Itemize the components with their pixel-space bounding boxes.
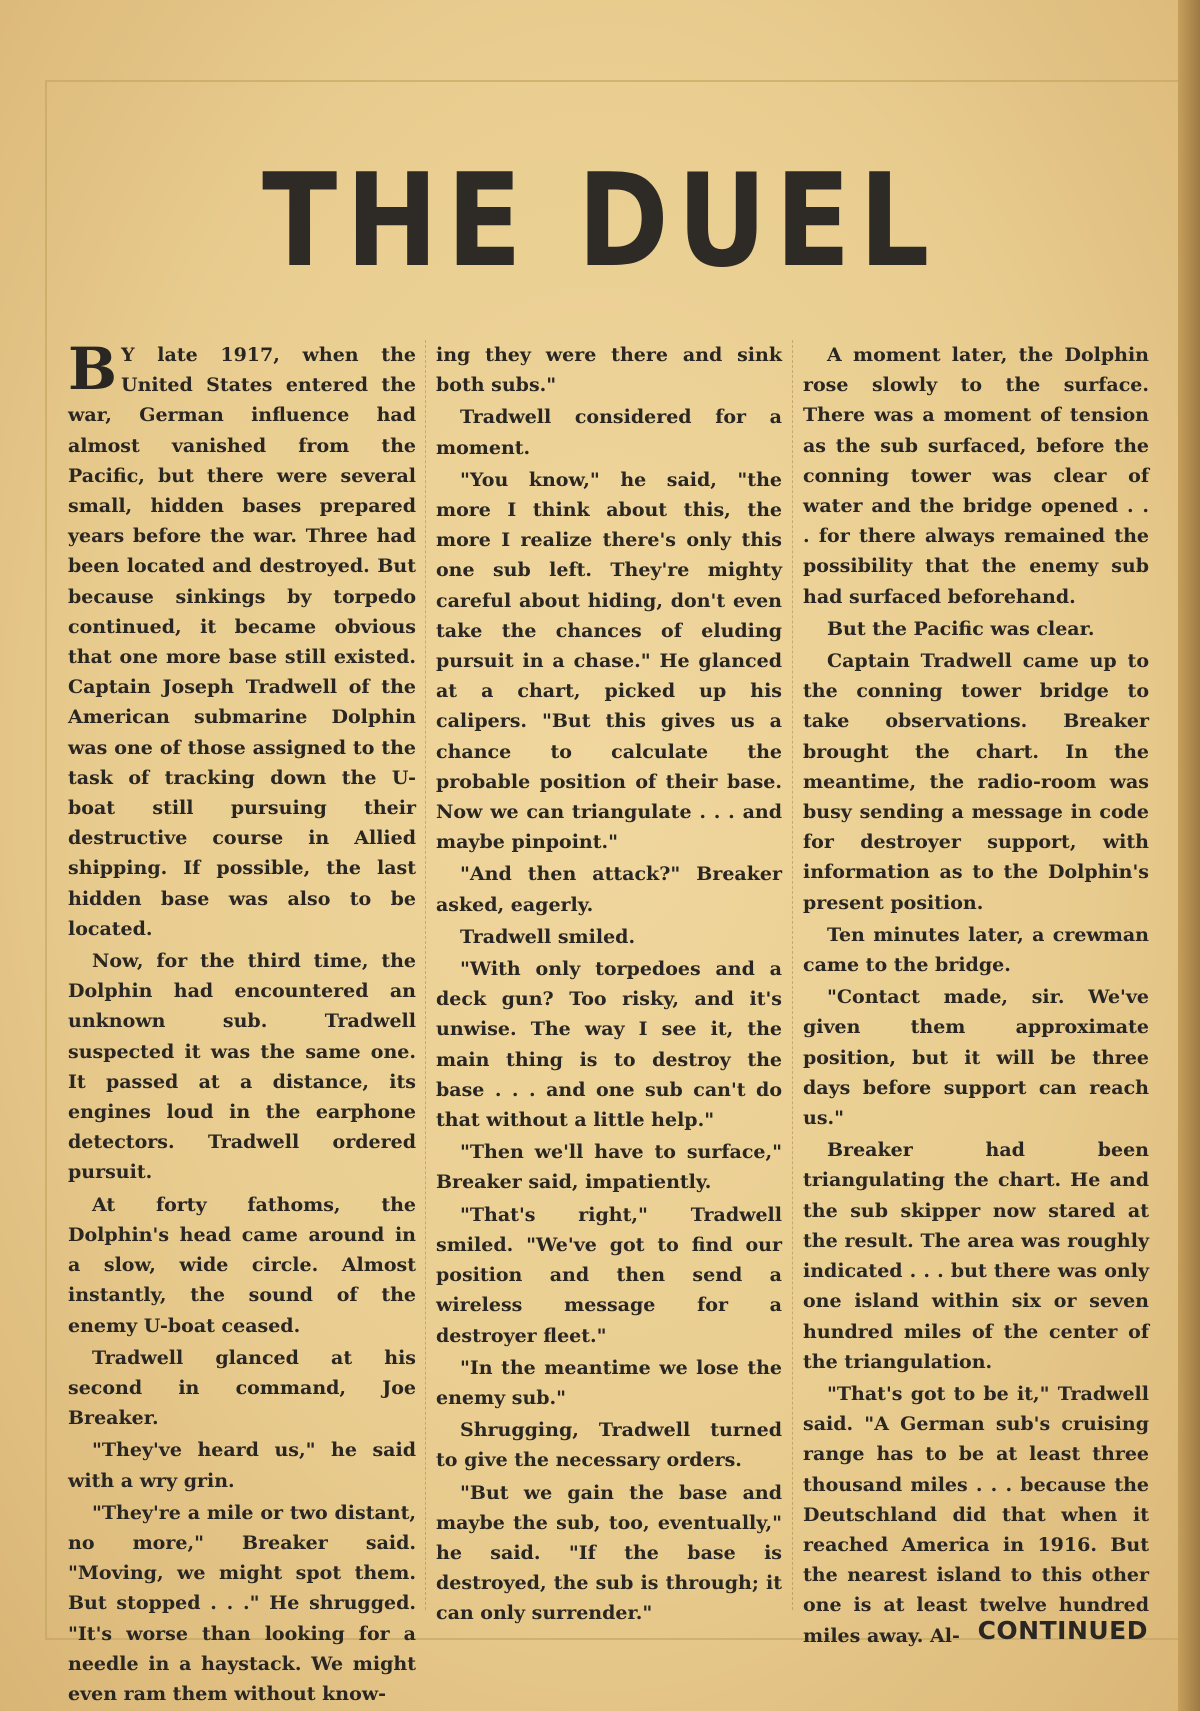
paragraph: Tradwell smiled.	[460, 925, 636, 948]
paragraph: Tradwell glanced at his second in command, Joe Breaker.	[68, 1346, 416, 1430]
text-column-2	[436, 340, 782, 1629]
paragraph	[68, 335, 416, 944]
paragraph: "You know," he said, "the more I think about this, the more I realize there's only this one sub left. They're mighty careful about hiding, don't even take the chances of eluding pursuit in a chase." He glanced at a chart, picked up his calipers. "But this gives us a chance to calculate the probable position of their base. Now we can triangulate . . . and maybe pinpoint."	[436, 468, 782, 854]
paragraph: "Contact made, sir. We've given them approximate position, but it will be three days before support can reach us."	[803, 986, 1149, 1130]
paragraph: But the Pacific was clear.	[827, 617, 1095, 640]
paragraph: ing they were there and sink both subs."	[436, 344, 782, 397]
paragraph: "And then attack?" Breaker asked, eagerly.	[436, 863, 782, 916]
paragraph: "That's got to be it," Tradwell said. "A German sub's cruising range has to be at least three thousand miles . . . because the Deutschland did that when it reached America in 1916. But the nearest island to this other one is at least twelve hundred miles away. Al-	[803, 1382, 1149, 1647]
paragraph: Captain Tradwell came up to the conning tower bridge to take observations. Breaker brought the chart. In the meantime, the radio-room was busy sending a message in code for destroyer support, with information as to the Dolphin's present position.	[803, 650, 1149, 914]
paragraph: At forty fathoms, the Dolphin's head came around in a slow, wide circle. Almost instantly, the sound of the enemy U-boat ceased.	[68, 1193, 416, 1337]
drop-cap: B	[68, 335, 118, 403]
column-divider	[792, 340, 794, 1610]
paragraph: Now, for the third time, the Dolphin had encountered an unknown sub. Tradwell suspected it was the same one. It passed at a distance, its engines loud in the earphone detectors. Tradwell ordered pursuit.	[68, 950, 416, 1184]
paragraph: Breaker had been triangulating the chart. He and the sub skipper now stared at the result. The area was roughly indicated . . . but there was only one island within six or seven hundred miles of the center of the triangulation.	[803, 1139, 1149, 1373]
text-column-3	[803, 340, 1149, 1651]
paragraph-text: Y late 1917, when the United States entered the war, German influence had almost vanished from the Pacific, but there were several small, hidden bases prepared years before the war. Three had been located and destroyed. But because sinkings by torpedo continued, it became obvious that one more base still existed. Captain Joseph Tradwell of the American submarine Dolphin was one of those assigned to the task of tracking down the U-boat still pursuing their destructive course in Allied shipping. If possible, the last hidden base was also to be located.	[68, 344, 416, 940]
paragraph: "That's right," Tradwell smiled. "We've got to find our position and then send a wireless message for a destroyer fleet."	[436, 1203, 782, 1347]
page-edge	[1178, 0, 1200, 1711]
column-divider	[425, 340, 427, 1610]
paragraph: "They've heard us," he said with a wry grin.	[68, 1439, 416, 1492]
paragraph: "With only torpedoes and a deck gun? Too risky, and it's unwise. The way I see it, the main thing is to destroy the base . . . and one sub can't do that without a little help."	[436, 958, 782, 1132]
story-title: THE DUEL	[262, 147, 938, 296]
paragraph: A moment later, the Dolphin rose slowly to the surface. There was a moment of tension as the sub surfaced, before the conning tower was clear of water and the bridge opened . . . for there always remained the possibility that the enemy sub had surfaced beforehand.	[803, 344, 1149, 608]
paragraph: "But we gain the base and maybe the sub, too, eventually," he said. "If the base is destroyed, the sub is through; it can only surrender."	[436, 1481, 782, 1625]
paragraph: "In the meantime we lose the enemy sub."	[436, 1356, 782, 1409]
paragraph: Ten minutes later, a crewman came to the bridge.	[803, 923, 1149, 977]
paragraph: "They're a mile or two distant, no more," Breaker said. "Moving, we might spot them. But stopped . . ." He shrugged. "It's worse than looking for a needle in a haystack. We might even ram them without know-	[68, 1501, 416, 1705]
paragraph: "Then we'll have to surface," Breaker said, impatiently.	[436, 1141, 782, 1194]
paragraph: Tradwell considered for a moment.	[436, 406, 782, 459]
text-column-1	[68, 335, 416, 1709]
continued-label: CONTINUED	[977, 1616, 1148, 1645]
paragraph: Shrugging, Tradwell turned to give the necessary orders.	[436, 1419, 782, 1472]
